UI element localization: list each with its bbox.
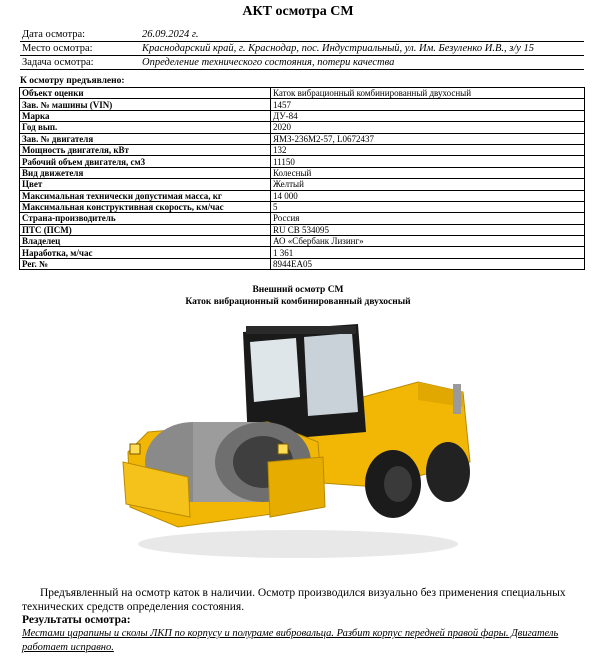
spec-table <box>19 87 585 270</box>
spec-row <box>20 213 585 224</box>
spec-value: 1457 <box>271 99 585 110</box>
spec-value: 11150 <box>271 156 585 167</box>
external-title: Внешний осмотр СМ <box>252 285 344 295</box>
spec-row <box>20 201 585 212</box>
spec-value: Желтый <box>271 179 585 190</box>
spec-value: ЯМЗ-236М2-57, L0672437 <box>271 133 585 144</box>
spec-key: Марка <box>20 110 271 121</box>
spec-key: Цвет <box>20 179 271 190</box>
meta-value: 26.09.2024 г. <box>140 28 584 42</box>
meta-row-place <box>20 42 584 56</box>
spec-key: Страна-производитель <box>20 213 271 224</box>
spec-key: Максимальная технически допустимая масса, кг <box>20 190 271 201</box>
spec-row <box>20 236 585 247</box>
spec-row <box>20 258 585 269</box>
meta-row-task <box>20 56 584 70</box>
spec-row <box>20 144 585 155</box>
spec-value: Каток вибрационный комбинированный двухосный <box>271 88 585 99</box>
roller-photo <box>118 312 478 574</box>
spec-row <box>20 88 585 99</box>
meta-value: Краснодарский край, г. Краснодар, пос. Индустриальный, ул. Им. Безуленко И.В., з/у 15 <box>140 42 584 56</box>
spec-row <box>20 122 585 133</box>
spec-row <box>20 179 585 190</box>
spec-row <box>20 167 585 178</box>
spec-value: Россия <box>271 213 585 224</box>
spec-row <box>20 224 585 235</box>
spec-value: ДУ-84 <box>271 110 585 121</box>
meta-label: Задача осмотра: <box>20 56 140 70</box>
external-subtitle: Каток вибрационный комбинированный двухосный <box>185 297 411 307</box>
spec-key: Максимальная конструктивная скорость, км/час <box>20 201 271 212</box>
spec-row <box>20 133 585 144</box>
spec-key: Наработка, м/час <box>20 247 271 258</box>
inspection-meta <box>20 28 584 70</box>
spec-value: 14 000 <box>271 190 585 201</box>
meta-value: Определение технического состояния, потери качества <box>140 56 584 70</box>
spec-row <box>20 247 585 258</box>
spec-value: 8944ЕА05 <box>271 258 585 269</box>
spec-key: Владелец <box>20 236 271 247</box>
spec-key: Рег. № <box>20 258 271 269</box>
inspection-paragraph: Предъявленный на осмотр каток в наличии. Осмотр производился визуально без применения специальных технических средств определения состояния. <box>22 587 566 613</box>
meta-row-date <box>20 28 584 42</box>
spec-value: АО «Сбербанк Лизинг» <box>271 236 585 247</box>
spec-key: Зав. № машины (VIN) <box>20 99 271 110</box>
meta-label: Место осмотра: <box>20 42 140 56</box>
spec-value: 132 <box>271 144 585 155</box>
spec-key: Год вып. <box>20 122 271 133</box>
spec-value: RU CB 534095 <box>271 224 585 235</box>
meta-label: Дата осмотра: <box>20 28 140 42</box>
section-label: К осмотру предъявлено: <box>20 76 125 86</box>
spec-value: 1 361 <box>271 247 585 258</box>
spec-key: Зав. № двигателя <box>20 133 271 144</box>
spec-key: Объект оценки <box>20 88 271 99</box>
spec-row <box>20 156 585 167</box>
spec-value: 2020 <box>271 122 585 133</box>
spec-row <box>20 190 585 201</box>
spec-value: 5 <box>271 201 585 212</box>
results-text: Местами царапины и сколы ЛКП по корпусу и полураме вибровальца. Разбит корпус передней правой фары. Двигатель работает исправно. <box>22 628 559 653</box>
spec-key: Вид движетеля <box>20 167 271 178</box>
spec-key: Мощность двигателя, кВт <box>20 144 271 155</box>
spec-key: ПТС (ПСМ) <box>20 224 271 235</box>
spec-key: Рабочий объем двигателя, см3 <box>20 156 271 167</box>
spec-row <box>20 110 585 121</box>
document-title: АКТ осмотра СМ <box>242 4 354 19</box>
spec-value: Колесный <box>271 167 585 178</box>
spec-row <box>20 99 585 110</box>
results-label: Результаты осмотра: <box>22 614 131 626</box>
